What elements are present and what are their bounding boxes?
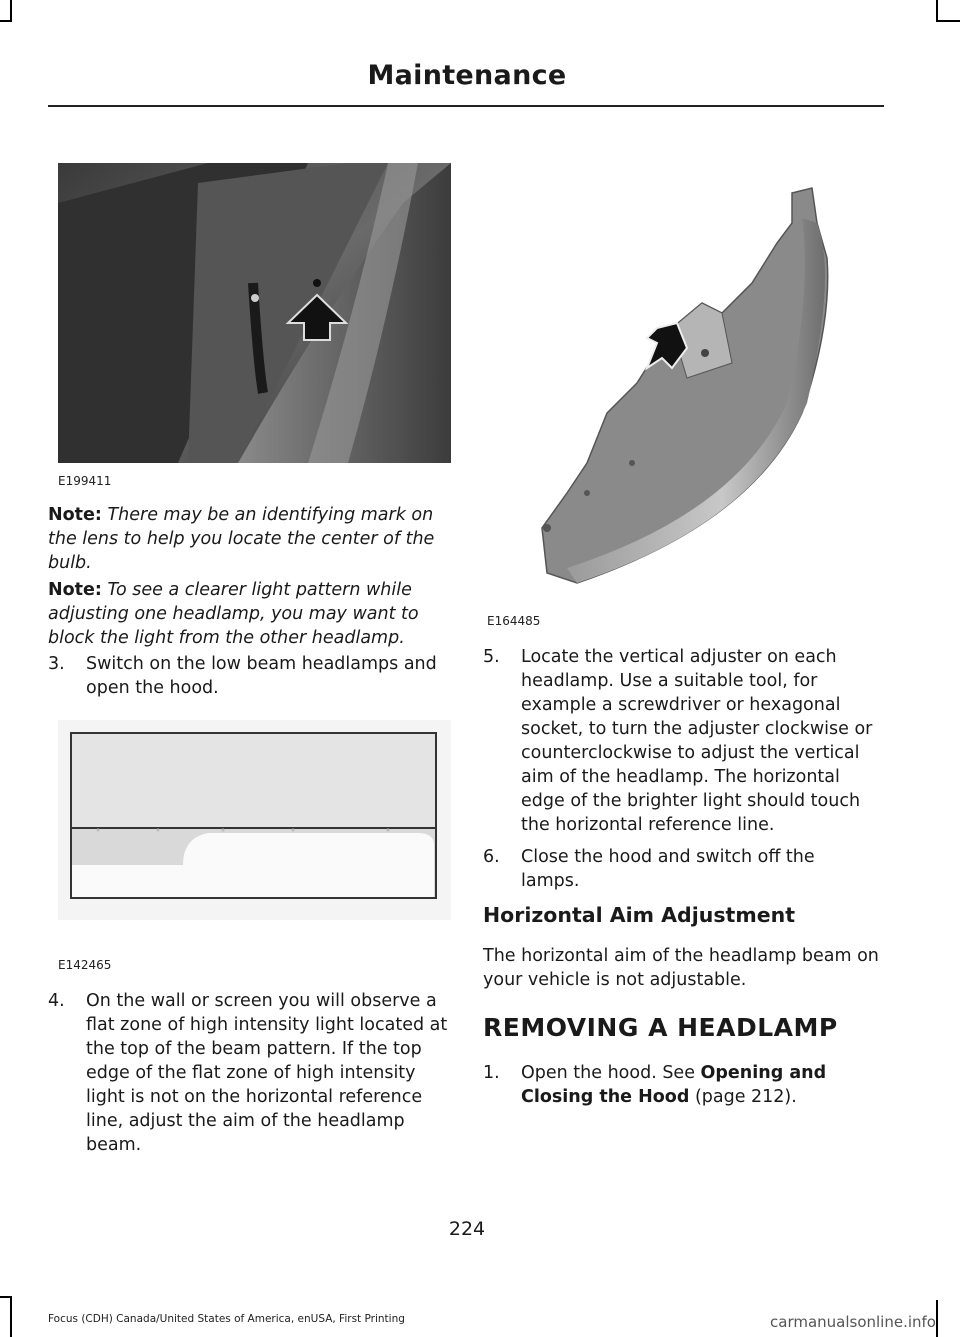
crop-mark xyxy=(0,20,12,22)
cross-reference-link[interactable]: Opening and Closing the Hood xyxy=(521,1063,827,1107)
paragraph: The horizontal aim of the headlamp beam on your vehicle is not adjustable. xyxy=(483,946,879,990)
step-number: 6. xyxy=(483,847,500,867)
step-text: Switch on the low beam headlamps and open the hood. xyxy=(86,654,437,698)
note xyxy=(48,578,453,650)
page-number: 224 xyxy=(448,1218,486,1240)
note-text: To see a clearer light pattern while adjusting one headlamp, you may want to block the light from the other headlamp. xyxy=(48,580,419,648)
step-number: 5. xyxy=(483,647,500,667)
section-heading: REMOVING A HEADLAMP xyxy=(483,1013,838,1042)
step-text-pre: Open the hood. See xyxy=(521,1063,701,1083)
figure-id: E142465 xyxy=(58,958,112,972)
watermark-text: carmanualsonline.info xyxy=(770,1313,936,1331)
crop-mark xyxy=(10,0,12,22)
crop-mark xyxy=(936,0,938,22)
headlamp-lens-image xyxy=(58,163,451,463)
crop-mark xyxy=(936,20,960,22)
step-number: 1. xyxy=(483,1063,500,1083)
beam-pattern-image xyxy=(58,720,451,920)
footer-text: Focus (CDH) Canada/United States of America, enUSA, First Printing xyxy=(48,1313,405,1325)
note-text: There may be an identifying mark on the lens to help you locate the center of the bulb. xyxy=(48,505,435,573)
header-rule xyxy=(48,105,884,107)
crop-mark xyxy=(936,1300,938,1337)
figure-id: E199411 xyxy=(58,474,112,488)
step-text: Locate the vertical adjuster on each headlamp. Use a suitable tool, for example a screwdriver or hexagonal socket, to turn the adjuster clockwise or counterclockwise to adjust the vertical aim of the headlamp. The horizontal edge of the brighter light should touch the horizontal reference line. xyxy=(521,647,873,835)
step-number: 3. xyxy=(48,654,65,674)
note-label: Note: xyxy=(48,580,102,600)
note xyxy=(48,503,453,575)
step-text: On the wall or screen you will observe a flat zone of high intensity light located at the top of the beam pattern. If the top edge of the flat zone of high intensity light is not on the horizontal reference line, adjust the aim of the headlamp beam. xyxy=(86,991,448,1155)
step-text-post: (page 212). xyxy=(689,1087,797,1107)
note-label: Note: xyxy=(48,505,102,525)
step-text xyxy=(521,1061,866,1109)
headlamp-assembly-image xyxy=(487,163,880,608)
step-text: Close the hood and switch off the lamps. xyxy=(521,847,815,891)
step-number: 4. xyxy=(48,991,65,1011)
page-title: Maintenance xyxy=(367,60,567,91)
figure-id: E164485 xyxy=(487,614,541,628)
crop-mark xyxy=(0,1296,12,1298)
section-subheading: Horizontal Aim Adjustment xyxy=(483,903,795,927)
crop-mark xyxy=(10,1296,12,1337)
